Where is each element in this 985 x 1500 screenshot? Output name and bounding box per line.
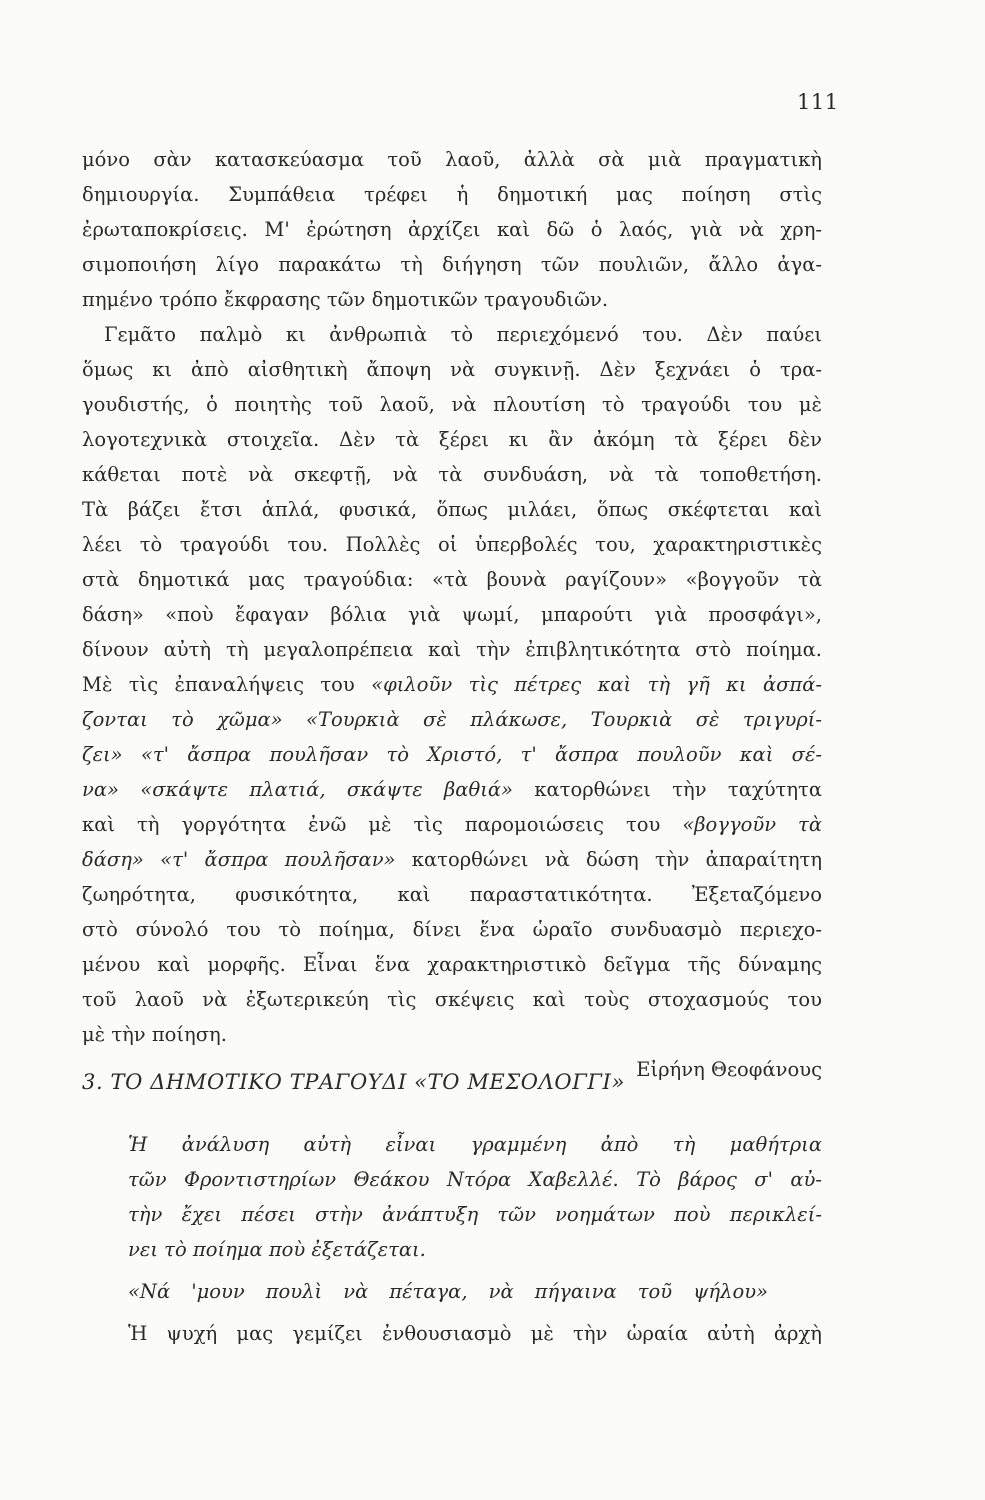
text-line: μένου καὶ μορφῆς. Εἶναι ἕνα χαρακτηριστικὸ δεῖγμα τῆς δύναμης: [82, 953, 822, 976]
text-line: ὅμως κι ἀπὸ αἰσθητικὴ ἄποψη νὰ συγκινῇ. Δὲν ξεχνάει ὁ τρα-: [82, 358, 822, 381]
text-line: σιμοποιήση λίγο παρακάτω τὴ διήγηση τῶν πουλιῶν, ἄλλο ἀγα-: [82, 253, 822, 276]
text-line: μόνο σὰν κατασκεύασμα τοῦ λαοῦ, ἀλλὰ σὰ μιὰ πραγματικὴ: [82, 148, 822, 171]
verse-quote: [128, 1274, 768, 1309]
roman-text: καὶ τὴ γοργότητα ἐνῶ μὲ τὶς παρομοιώσεις του: [82, 813, 683, 836]
text-line: δίνουν αὐτὴ τὴ μεγαλοπρέπεια καὶ τὴν ἐπιβλητικότητα στὸ ποίημα.: [82, 638, 822, 661]
text-line: ἐρωταποκρίσεις. Μ' ἐρώτηση ἀρχίζει καὶ δῶ ὁ λαός, γιὰ νὰ χρη-: [82, 218, 822, 241]
prefatory-note: [128, 1127, 822, 1267]
quoted-verse: ζει» «τ' ἄσπρα πουλῆσαν τὸ Χριστό, τ' ἄσπρα πουλοῦν καὶ σέ-: [82, 743, 822, 766]
text-line: [82, 702, 822, 737]
paragraph-1: [82, 142, 822, 317]
roman-text: Μὲ τὶς ἐπαναλήψεις του: [82, 673, 372, 696]
signature: Εἰρήνη Θεοφάνους: [636, 1058, 822, 1081]
text-line: λέει τὸ τραγούδι του. Πολλὲς οἱ ὑπερβολές του, χαρακτηριστικὲς: [82, 533, 822, 556]
text-line: μὲ τὴν ποίηση.: [82, 1023, 227, 1046]
text-line: τὴν ἔχει πέσει στὴν ἀνάπτυξη τῶν νοημάτων ποὺ περικλεί-: [128, 1203, 822, 1226]
text-line: [82, 737, 822, 772]
page-number: 111: [797, 90, 839, 114]
text-line: γουδιστής, ὁ ποιητὴς τοῦ λαοῦ, νὰ πλουτίση τὸ τραγούδι του μὲ: [82, 393, 822, 416]
quoted-verse: δάση» «τ' ἄσπρα πουλῆσαν»: [82, 848, 396, 871]
quoted-verse: «βογγοῦν τὰ: [682, 813, 822, 836]
text-line: τῶν Φροντιστηρίων Θεάκου Ντόρα Χαβελλέ. Τὸ βάρος σ' αὐ-: [128, 1168, 822, 1191]
text-line: λογοτεχνικὰ στοιχεῖα. Δὲν τὰ ξέρει κι ἂν ἀκόμη τὰ ξέρει δὲν: [82, 428, 822, 451]
text-line: Ἡ ἀνάλυση αὐτὴ εἶναι γραμμένη ἀπὸ τὴ μαθήτρια: [128, 1133, 822, 1156]
text-line: νει τὸ ποίημα ποὺ ἐξετάζεται.: [128, 1238, 426, 1261]
text-line: στὸ σύνολό του τὸ ποίημα, δίνει ἕνα ὡραῖο συνδυασμὸ περιεχο-: [82, 918, 822, 941]
roman-text: κατορθώνει τὴν ταχύτητα: [512, 778, 822, 801]
text-line: στὰ δημοτικά μας τραγούδια: «τὰ βουνὰ ραγίζουν» «βογγοῦν τὰ: [82, 568, 822, 591]
text-line: [82, 807, 822, 842]
text-line: ζωηρότητα, φυσικότητα, καὶ παραστατικότητα. Ἐξεταζόμενο: [82, 883, 822, 906]
quoted-verse: ζονται τὸ χῶμα» «Τουρκιὰ σὲ πλάκωσε, Τουρκιὰ σὲ τριγυρί-: [82, 708, 822, 731]
roman-text: κατορθώνει νὰ δώση τὴν ἀπαραίτητη: [395, 848, 823, 871]
text-line: δημιουργία. Συμπάθεια τρέφει ἡ δημοτική μας ποίηση στὶς: [82, 183, 822, 206]
text-line: Ἡ ψυχή μας γεμίζει ἐνθουσιασμὸ μὲ τὴν ὡραία αὐτὴ ἀρχὴ: [128, 1322, 822, 1345]
text-line: [82, 842, 822, 877]
text-line: κάθεται ποτὲ νὰ σκεφτῇ, νὰ τὰ συνδυάση, νὰ τὰ τοποθετήση.: [82, 463, 822, 486]
section-heading: 3. ΤΟ ΔΗΜΟΤΙΚΟ ΤΡΑΓΟΥΔΙ «ΤΟ ΜΕΣΟΛΟΓΓΙ»: [82, 1070, 625, 1094]
quoted-verse: «φιλοῦν τὶς πέτρες καὶ τὴ γῆ κι ἀσπά-: [371, 673, 823, 696]
text-line: [82, 667, 822, 702]
text-line: τοῦ λαοῦ νὰ ἐξωτερικεύη τὶς σκέψεις καὶ τοὺς στοχασμούς του: [82, 988, 822, 1011]
text-line: πημένο τρόπο ἔκφρασης τῶν δημοτικῶν τραγουδιῶν.: [82, 288, 609, 311]
paragraph-2: [82, 317, 822, 1087]
quoted-verse: να» «σκάψτε πλατιά, σκάψτε βαθιά»: [82, 778, 513, 801]
text-line: δάση» «ποὺ ἔφαγαν βόλια γιὰ ψωμί, μπαρούτι γιὰ προσφάγι»,: [82, 603, 822, 626]
text-line: [82, 772, 822, 807]
text-line: Γεμᾶτο παλμὸ κι ἀνθρωπιὰ τὸ περιεχόμενό του. Δὲν παύει: [104, 323, 822, 346]
paragraph-3: [128, 1316, 822, 1351]
verse-line: «Νά 'μουν πουλὶ νὰ πέταγα, νὰ πήγαινα τοῦ ψήλου»: [128, 1280, 768, 1303]
text-line: Τὰ βάζει ἔτσι ἁπλά, φυσικά, ὅπως μιλάει, ὅπως σκέφτεται καὶ: [82, 498, 822, 521]
